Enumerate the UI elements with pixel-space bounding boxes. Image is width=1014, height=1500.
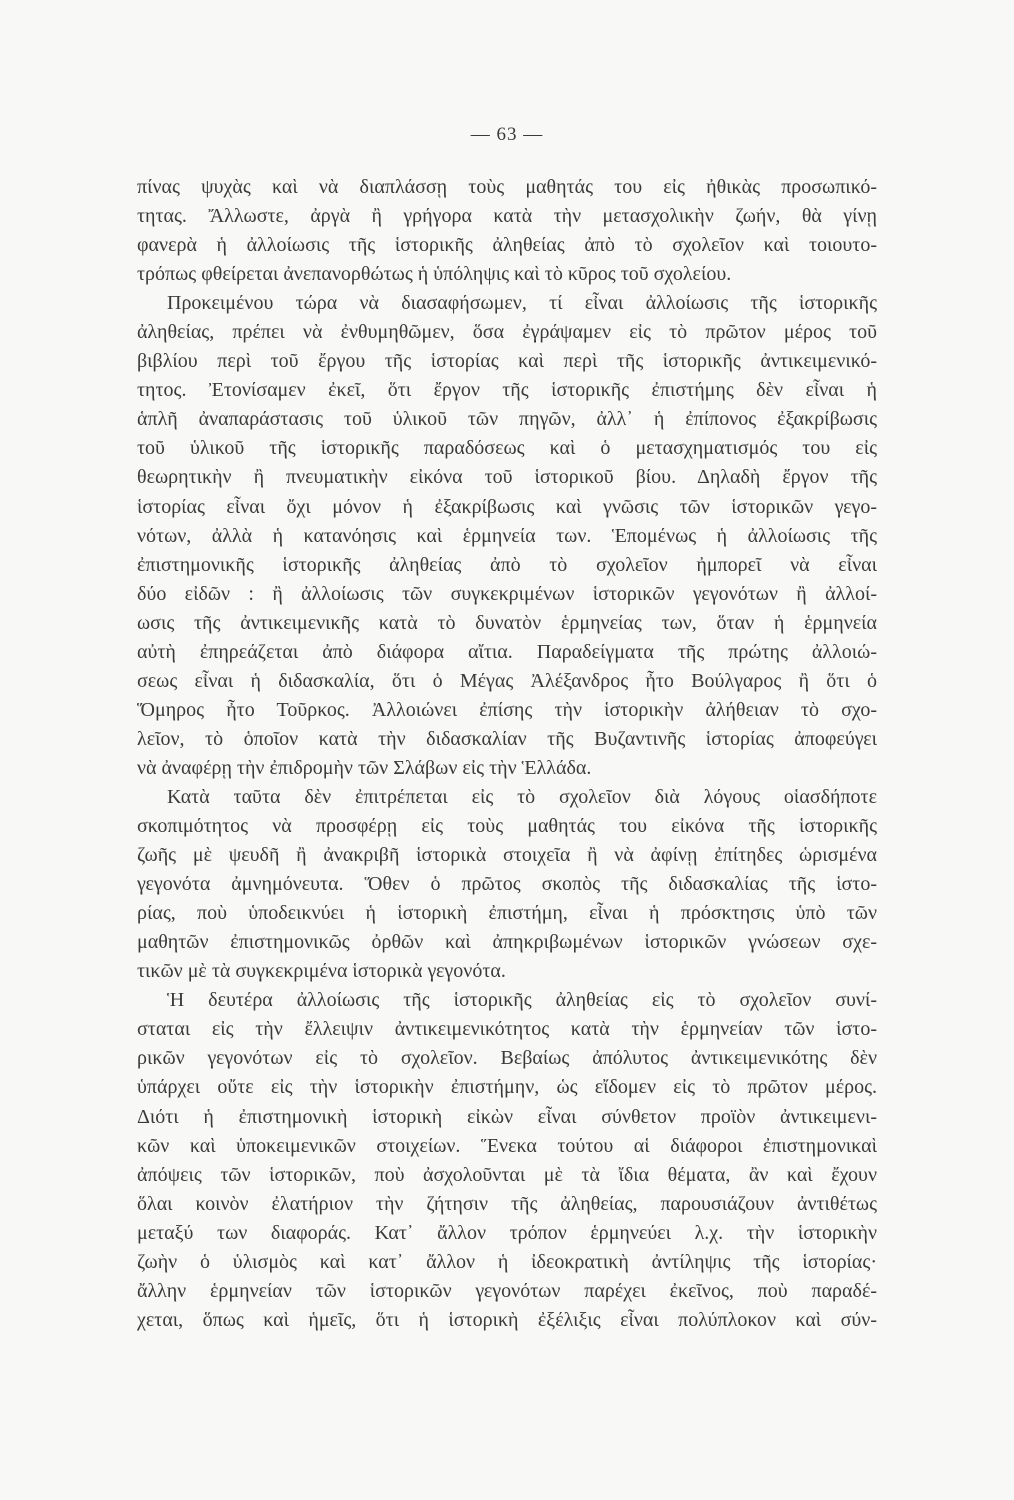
- text-line: Προκειμένου τώρα νὰ διασαφήσωμεν, τί εἶναι ἀλλοίωσις τῆς ἱστορικῆς: [167, 292, 877, 315]
- text-line: μεταξύ των διαφοράς. Κατ᾽ ἄλλον τρόπον ἑρμηνεύει λ.χ. τὴν ἱστορικὴν: [137, 1221, 877, 1244]
- text-line: ἄλλην ἑρμηνείαν τῶν ἱστορικῶν γεγονότων παρέχει ἐκεῖνος, ποὺ παραδέ-: [137, 1279, 877, 1302]
- text-line: Ἡ δευτέρα ἀλλοίωσις τῆς ἱστορικῆς ἀληθείας εἰς τὸ σχολεῖον συνί-: [167, 989, 877, 1012]
- text-line: ἀληθείας, πρέπει νὰ ἐνθυμηθῶμεν, ὅσα ἐγράψαμεν εἰς τὸ πρῶτον μέρος τοῦ: [137, 321, 877, 344]
- paragraph: [137, 289, 877, 783]
- text-line: βιβλίου περὶ τοῦ ἔργου τῆς ἱστορίας καὶ περὶ τῆς ἱστορικῆς ἀντικειμενικό-: [137, 350, 877, 373]
- text-line: τητος. Ἐτονίσαμεν ἐκεῖ, ὅτι ἔργον τῆς ἱστορικῆς ἐπιστήμης δὲν εἶναι ἡ: [137, 379, 877, 402]
- text-line: ὅλαι κοινὸν ἐλατήριον τὴν ζήτησιν τῆς ἀληθείας, παρουσιάζουν ἀντιθέτως: [137, 1192, 877, 1215]
- text-line: γεγονότα ἀμνημόνευτα. Ὅθεν ὁ πρῶτος σκοπὸς τῆς διδασκαλίας τῆς ἱστο-: [137, 873, 877, 896]
- text-line: ὑπάρχει οὔτε εἰς τὴν ἱστορικὴν ἐπιστήμην, ὡς εἴδομεν εἰς τὸ πρῶτον μέρος.: [137, 1076, 877, 1099]
- text-line: νὰ ἀναφέρῃ τὴν ἐπιδρομὴν τῶν Σλάβων εἰς τὴν Ἑλλάδα.: [137, 756, 592, 779]
- text-line: ἐπιστημονικῆς ἱστορικῆς ἀληθείας ἀπὸ τὸ σχολεῖον ἠμπορεῖ νὰ εἶναι: [137, 553, 877, 576]
- text-line: σκοπιμότητος νὰ προσφέρῃ εἰς τοὺς μαθητάς του εἰκόνα τῆς ἱστορικῆς: [137, 815, 877, 838]
- text-line: λεῖον, τὸ ὁποῖον κατὰ τὴν διδασκαλίαν τῆς Βυζαντινῆς ἱστορίας ἀποφεύγει: [137, 727, 877, 750]
- text-line: χεται, ὅπως καὶ ἡμεῖς, ὅτι ἡ ἱστορικὴ ἐξέλιξις εἶναι πολύπλοκον καὶ σύν-: [137, 1308, 877, 1331]
- text-line: αὐτὴ ἐπηρεάζεται ἀπὸ διάφορα αἴτια. Παραδείγματα τῆς πρώτης ἀλλοιώ-: [137, 640, 877, 663]
- text-line: τικῶν μὲ τὰ συγκεκριμένα ἱστορικὰ γεγονότα.: [137, 960, 506, 983]
- text-line: πίνας ψυχὰς καὶ νὰ διαπλάσσῃ τοὺς μαθητάς του εἰς ἠθικὰς προσωπικό-: [137, 176, 877, 198]
- text-line: σεως εἶναι ἡ διδασκαλία, ὅτι ὁ Μέγας Ἀλέξανδρος ἦτο Βούλγαρος ἢ ὅτι ὁ: [137, 669, 877, 692]
- text-line: κῶν καὶ ὑποκειμενικῶν στοιχείων. Ἕνεκα τούτου αἱ διάφοροι ἐπιστημονικαὶ: [137, 1134, 877, 1157]
- body-text: [137, 173, 877, 1335]
- text-line: φανερὰ ἡ ἀλλοίωσις τῆς ἱστορικῆς ἀληθείας ἀπὸ τὸ σχολεῖον καὶ τοιουτο-: [137, 234, 877, 257]
- paragraph: [137, 173, 877, 289]
- text-line: Κατὰ ταῦτα δὲν ἐπιτρέπεται εἰς τὸ σχολεῖον διὰ λόγους οἱασδήποτε: [167, 785, 877, 808]
- text-line: ρίας, ποὺ ὑποδεικνύει ἡ ἱστορικὴ ἐπιστήμη, εἶναι ἡ πρόσκτησις ὑπὸ τῶν: [137, 902, 877, 925]
- text-line: μαθητῶν ἐπιστημονικῶς ὀρθῶν καὶ ἀπηκριβωμένων ἱστορικῶν γνώσεων σχε-: [137, 931, 877, 954]
- text-line: ἱστορίας εἶναι ὄχι μόνον ἡ ἐξακρίβωσις καὶ γνῶσις τῶν ἱστορικῶν γεγο-: [137, 495, 877, 518]
- text-line: τητας. Ἄλλωστε, ἀργὰ ἢ γρήγορα κατὰ τὴν μετασχολικὴν ζωήν, θὰ γίνῃ: [137, 205, 877, 228]
- text-line: σταται εἰς τὴν ἔλλειψιν ἀντικειμενικότητος κατὰ τὴν ἑρμηνείαν τῶν ἱστο-: [137, 1018, 877, 1041]
- text-line: ρικῶν γεγονότων εἰς τὸ σχολεῖον. Βεβαίως ἀπόλυτος ἀντικειμενικότης δὲν: [137, 1047, 877, 1070]
- text-line: ζωὴν ὁ ὑλισμὸς καὶ κατ᾽ ἄλλον ἡ ἰδεοκρατικὴ ἀντίληψις τῆς ἱστορίας·: [137, 1250, 877, 1273]
- text-line: τοῦ ὑλικοῦ τῆς ἱστορικῆς παραδόσεως καὶ ὁ μετασχηματισμός του εἰς: [137, 437, 877, 460]
- text-line: ἀπόψεις τῶν ἱστορικῶν, ποὺ ἀσχολοῦνται μὲ τὰ ἴδια θέματα, ἂν καὶ ἔχουν: [137, 1163, 877, 1186]
- text-line: Διότι ἡ ἐπιστημονικὴ ἱστορικὴ εἰκὼν εἶναι σύνθετον προϊὸν ἀντικειμενι-: [137, 1105, 877, 1128]
- text-line: ωσις τῆς ἀντικειμενικῆς κατὰ τὸ δυνατὸν ἑρμηνείας των, ὅταν ἡ ἑρμηνεία: [137, 611, 877, 634]
- paragraph: [137, 986, 877, 1335]
- text-line: θεωρητικὴν ἢ πνευματικὴν εἰκόνα τοῦ ἱστορικοῦ βίου. Δηλαδὴ ἔργον τῆς: [137, 466, 877, 489]
- text-line: ζωῆς μὲ ψευδῆ ἢ ἀνακριβῆ ἱστορικὰ στοιχεῖα ἢ νὰ ἀφίνῃ ἐπίτηδες ὡρισμένα: [137, 844, 877, 867]
- text-line: Ὅμηρος ἦτο Τοῦρκος. Ἀλλοιώνει ἐπίσης τὴν ἱστορικὴν ἀλήθειαν τὸ σχο-: [137, 698, 877, 721]
- text-line: νότων, ἀλλὰ ἡ κατανόησις καὶ ἑρμηνεία των. Ἑπομένως ἡ ἀλλοίωσις τῆς: [137, 524, 877, 547]
- text-line: τρόπως φθείρεται ἀνεπανορθώτως ἡ ὑπόληψις καὶ τὸ κῦρος τοῦ σχολείου.: [137, 263, 732, 286]
- page-number: — 63 —: [470, 124, 544, 145]
- text-line: ἁπλῆ ἀναπαράστασις τοῦ ὑλικοῦ τῶν πηγῶν, ἀλλ᾽ ἡ ἐπίπονος ἐξακρίβωσις: [137, 408, 877, 431]
- text-line: δύο εἰδῶν : ἢ ἀλλοίωσις τῶν συγκεκριμένων ἱστορικῶν γεγονότων ἢ ἀλλοί-: [137, 582, 877, 605]
- paragraph: [137, 783, 877, 986]
